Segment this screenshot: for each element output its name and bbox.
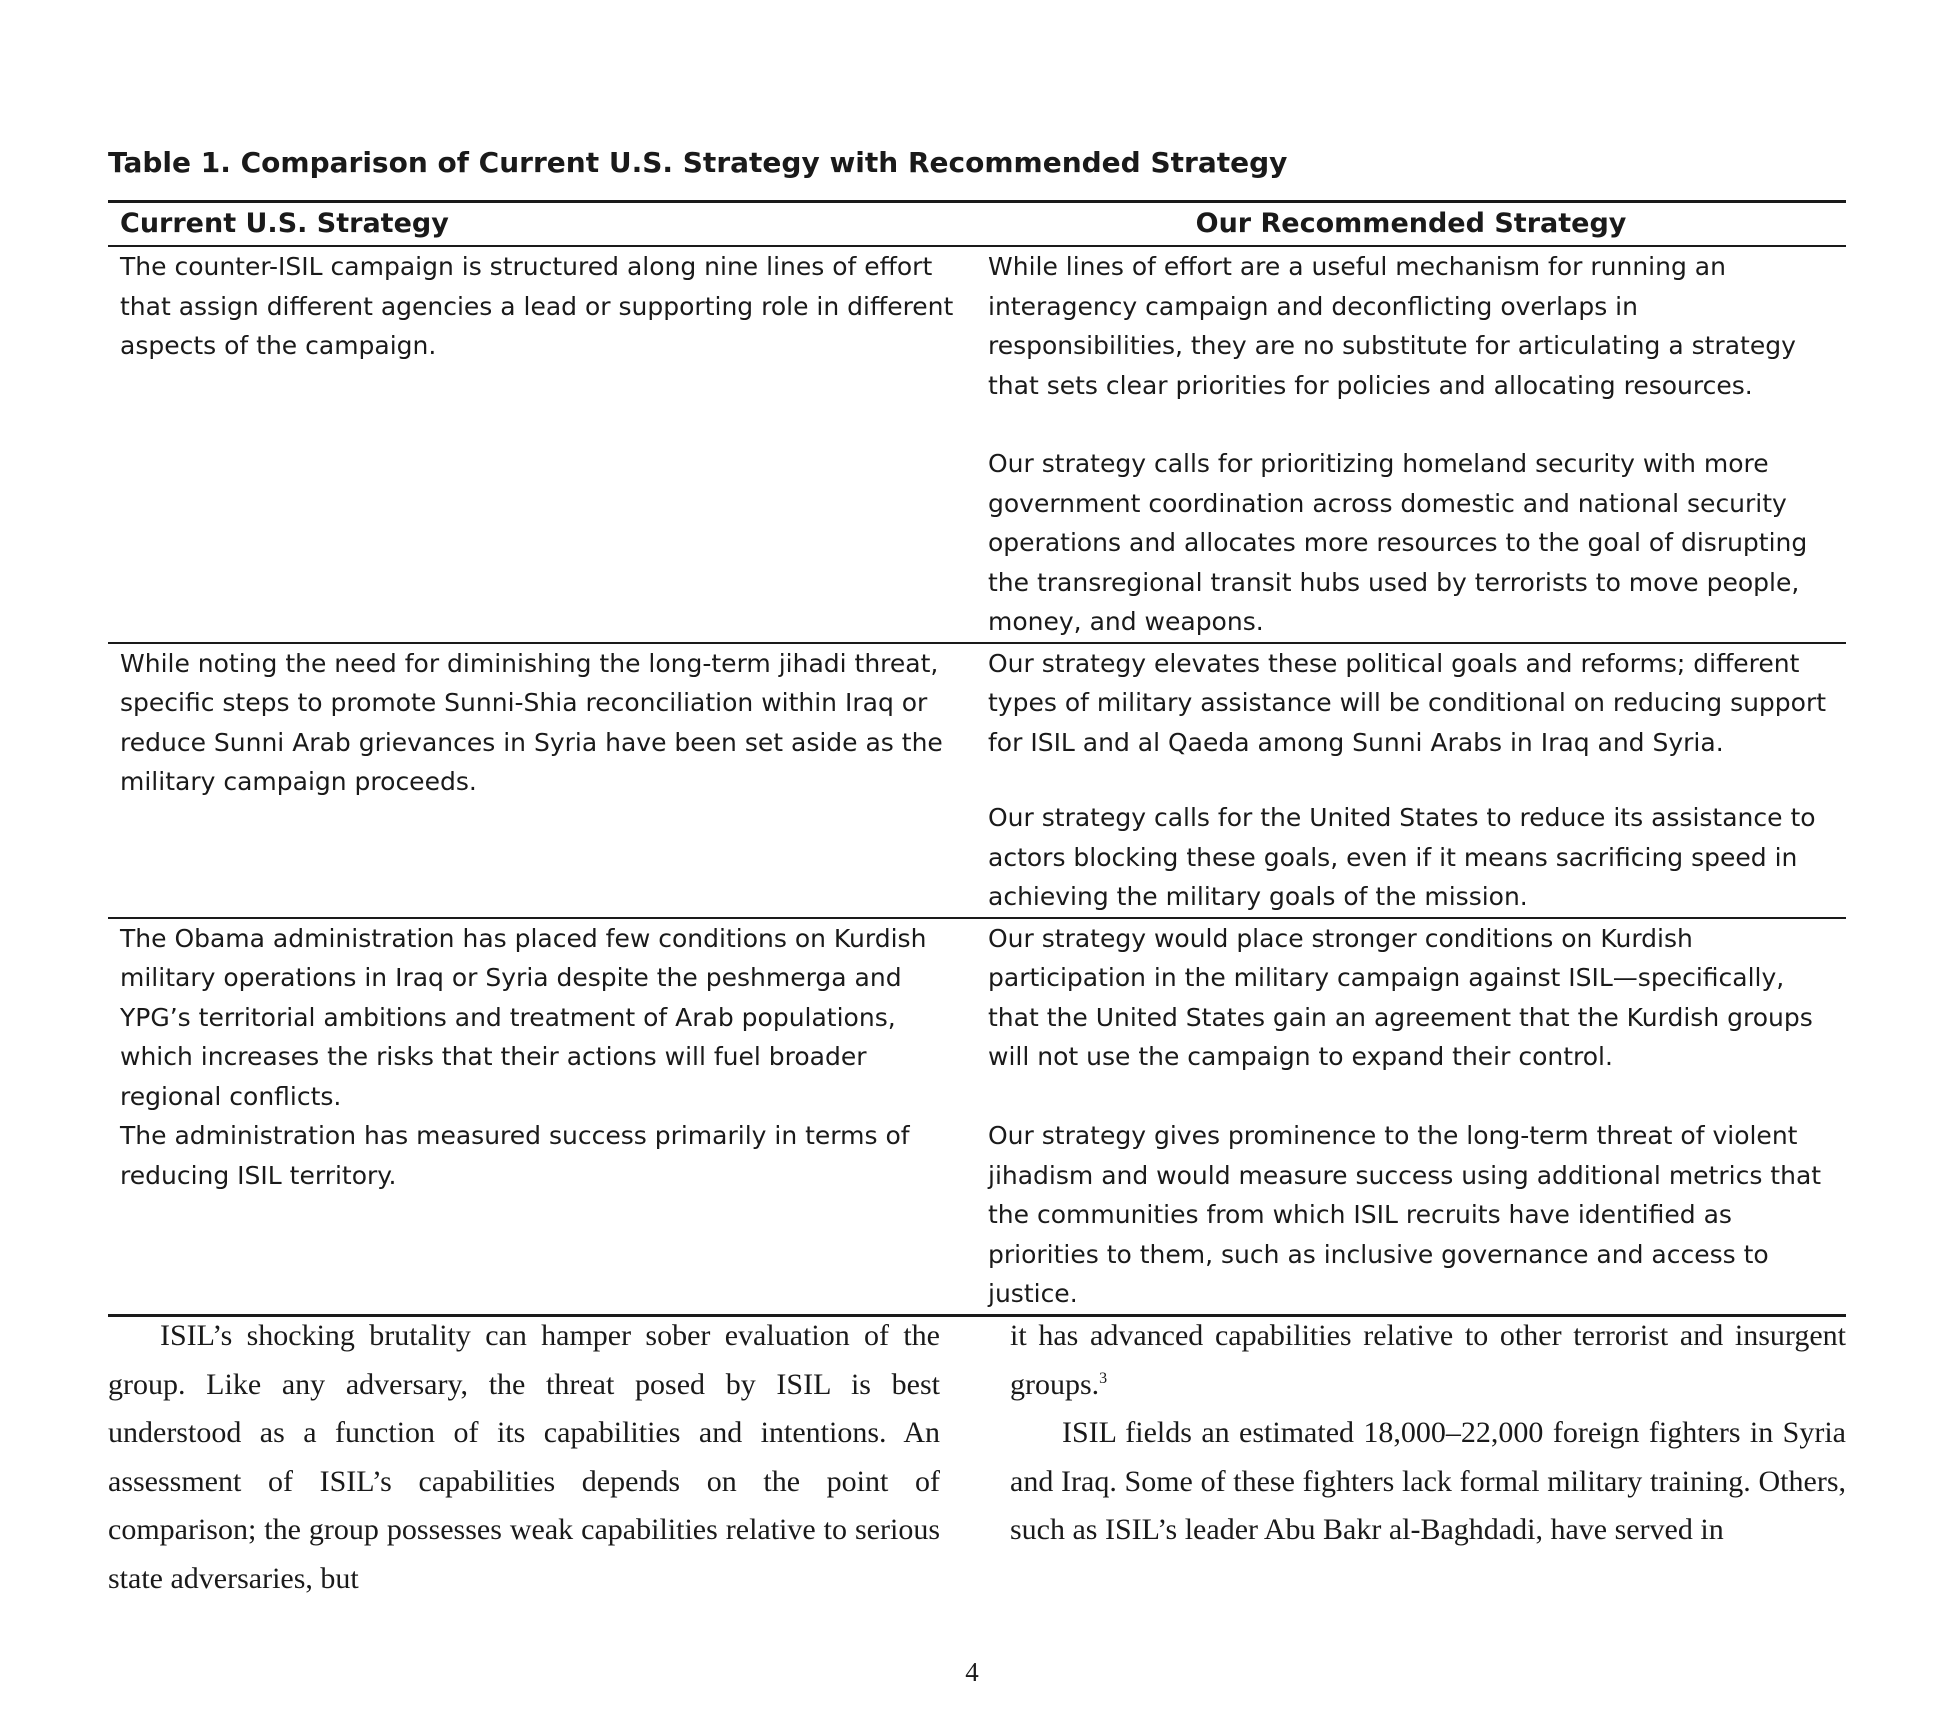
table-row — [108, 918, 1846, 1117]
table-title: Table 1. Comparison of Current U.S. Strategy with Recommended Strategy — [108, 146, 1288, 179]
table-row — [108, 1116, 1846, 1315]
table-row — [108, 643, 1846, 918]
body-paragraph: ISIL’s shocking brutality can hamper sober evaluation of the group. Like any adversary, the threat posed by ISIL is best understood as a function of its capabilities and intentions. An assessment of ISIL’s capabilities depends on the point of comparison; the group possesses weak capabilities relative to serious state adversaries, but — [108, 1319, 940, 1595]
comparison-table — [108, 200, 1846, 1317]
cell-paragraph: While noting the need for diminishing the long-term jihadi threat, specific steps to promote Sunni-Shia reconciliation within Iraq or reduce Sunni Arab grievances in Syria have been set aside as the military campaign proceeds. — [120, 648, 943, 796]
cell-current — [108, 643, 976, 918]
cell-paragraph: Our strategy calls for prioritizing homeland security with more government coordination across domestic and national security operations and allocates more resources to the goal of disrupting the transregional transit hubs used by terrorists to move people, money, and weapons. — [988, 449, 1808, 636]
cell-current — [108, 918, 976, 1117]
cell-paragraph: The administration has measured success primarily in terms of reducing ISIL territory. — [120, 1121, 910, 1190]
cell-paragraph: Our strategy would place stronger conditions on Kurdish participation in the military campaign against ISIL—specifically, that the United States gain an agreement that the Kurdish groups will not use the campaign to expand their control. — [988, 923, 1813, 1071]
cell-paragraph: The counter-ISIL campaign is structured along nine lines of effort that assign different agencies a lead or supporting role in different aspects of the campaign. — [120, 252, 954, 360]
cell-paragraph: The Obama administration has placed few conditions on Kurdish military operations in Iraq or Syria despite the peshmerga and YPG’s territorial ambitions and treatment of Arab populations, which increases the risks that their actions will fuel broader regional conflicts. — [120, 923, 927, 1111]
page-number: 4 — [965, 1657, 979, 1687]
cell-paragraph: Our strategy gives prominence to the long-term threat of violent jihadism and would measure success using additional metrics that the communities from which ISIL recruits have identified as priorities to them, such as inclusive governance and access to justice. — [988, 1121, 1822, 1308]
cell-recommended — [976, 918, 1846, 1117]
header-recommended-strategy: Our Recommended Strategy — [1195, 208, 1627, 239]
cell-paragraph: Our strategy elevates these political goals and reforms; different types of military assistance will be conditional on reducing support for ISIL and al Qaeda among Sunni Arabs in Iraq and Syria. — [988, 648, 1827, 757]
cell-paragraph: Our strategy calls for the United States to reduce its assistance to actors blocking these goals, even if it means sacrificing speed in achieving the military goals of the mission. — [988, 803, 1816, 911]
cell-paragraph: While lines of effort are a useful mechanism for running an interagency campaign and deconflicting overlaps in responsibilities, they are no substitute for articulating a strategy that sets clear priorities for policies and allocating resources. — [988, 252, 1796, 400]
body-column-right — [1010, 1312, 1846, 1555]
cell-current — [108, 1116, 976, 1315]
footnote-marker[interactable]: 3 — [1099, 1369, 1108, 1387]
cell-recommended — [976, 246, 1846, 643]
cell-current — [108, 246, 976, 643]
cell-recommended — [976, 643, 1846, 918]
cell-recommended — [976, 1116, 1846, 1315]
body-column-left — [108, 1312, 940, 1603]
header-current-strategy: Current U.S. Strategy — [120, 208, 449, 239]
body-paragraph-text: it has advanced capabilities relative to other terrorist and insurgent groups. — [1010, 1319, 1846, 1401]
body-paragraph: ISIL fields an estimated 18,000–22,000 foreign fighters in Syria and Iraq. Some of these fighters lack formal military training. Others, such as ISIL’s leader Abu Bakr al-Baghdadi, have served in — [1010, 1416, 1846, 1546]
table-row — [108, 246, 1846, 643]
table-header-row — [108, 202, 1846, 247]
body-paragraph — [1010, 1312, 1846, 1409]
